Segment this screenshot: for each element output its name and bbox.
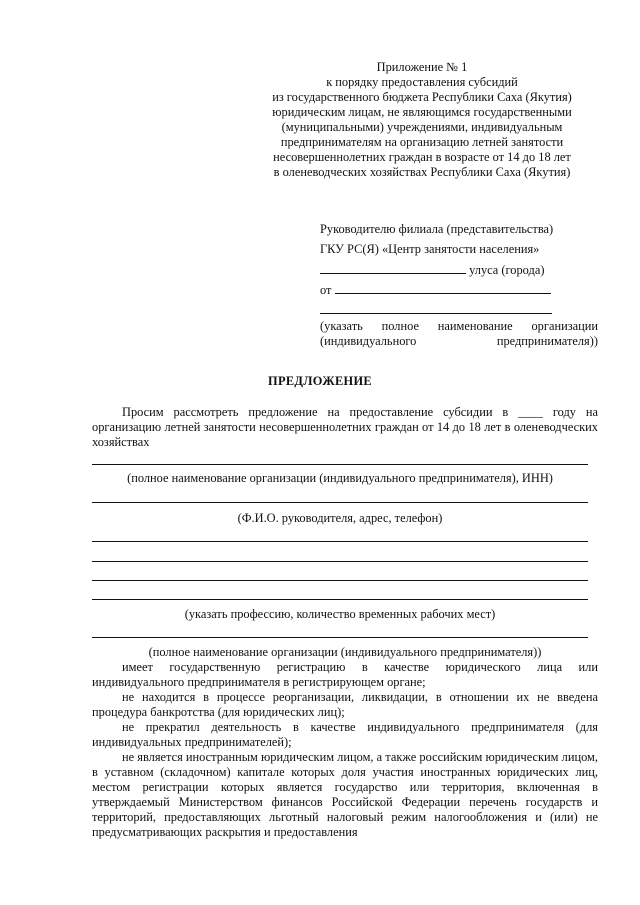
head-info-line[interactable] [92,502,588,503]
addressee-instruction: (указать полное наименование организации (индивидуального предпринимателя)) [320,319,598,348]
statement-reorganization: не находится в процессе реорганизации, ликвидации, в отношении их не введена процедура банкротства (для юридических лиц); [92,690,598,719]
appendix-line: юридическим лицам, не являющимся государственными [272,105,572,119]
org-name-line[interactable] [92,464,588,465]
appendix-line: несовершеннолетних граждан в возрасте от 14 до 18 лет [273,150,571,164]
from-line [320,282,598,297]
from-blank-2[interactable] [409,282,551,294]
profession-line-1[interactable] [92,541,588,542]
document-title: ПРЕДЛОЖЕНИЕ [268,374,372,388]
appendix-line: (муниципальными) учреждениями, индивидуальным [281,120,563,134]
statement-registration: имеет государственную регистрацию в качестве юридического лица или индивидуального предпринимателя в регистрирующем органе; [92,660,598,689]
profession-line-4[interactable] [92,599,588,600]
appendix-line: к порядку предоставления субсидий [326,75,518,89]
statements-block [92,645,598,840]
ulus-blank[interactable] [320,262,466,274]
appendix-line: Приложение № 1 [376,60,468,74]
ulus-line [320,262,598,277]
intro-paragraph: Просим рассмотреть предложение на предоставление субсидии в ____ году на организацию летней занятости несовершеннолетних граждан от 14 до 18 лет в оленеводческих хозяйствах [92,405,598,449]
from-label: от [320,283,332,297]
profession-line-2[interactable] [92,561,588,562]
from-line-2 [320,302,598,317]
appendix-line: в оленеводческих хозяйствах Республики Саха (Якутия) [273,165,571,179]
ulus-suffix: улуса (города) [469,263,545,277]
appendix-line: из государственного бюджета Республики Саха (Якутия) [272,90,572,104]
profession-line-3[interactable] [92,580,588,581]
org-short-line[interactable] [92,637,588,638]
addressee-block [320,222,598,349]
appendix-line: предпринимателям на организацию летней занятости [280,135,564,149]
org-name-caption: (полное наименование организации (индивидуального предпринимателя), ИНН) [127,471,553,485]
from-blank-1[interactable] [335,282,409,294]
from-blank-3[interactable] [320,302,552,314]
addressee-line-2: ГКУ РС(Я) «Центр занятости населения» [320,242,540,256]
appendix-header [244,60,600,180]
addressee-line-1: Руководителю филиала (представительства) [320,222,554,236]
profession-caption: (указать профессию, количество временных рабочих мест) [184,607,496,621]
head-info-caption: (Ф.И.О. руководителя, адрес, телефон) [237,511,443,525]
org-short-caption: (полное наименование организации (индивидуального предпринимателя)) [148,645,542,659]
statement-activity: не прекратил деятельность в качестве индивидуального предпринимателя (для индивидуальных предпринимателей); [92,720,598,749]
statement-foreign: не является иностранным юридическим лицом, а также российским юридическим лицом, в уставном (складочном) капитале которых доля участия иностранных юридических лиц, местом регистрации которых является государство или территория, включенная в утверждаемый Министерством финансов Российской Федерации перечень государств и территорий, предоставляющих льготный налоговый режим налогообложения и (или) не предусматривающих раскрытия и предоставления [92,750,598,839]
